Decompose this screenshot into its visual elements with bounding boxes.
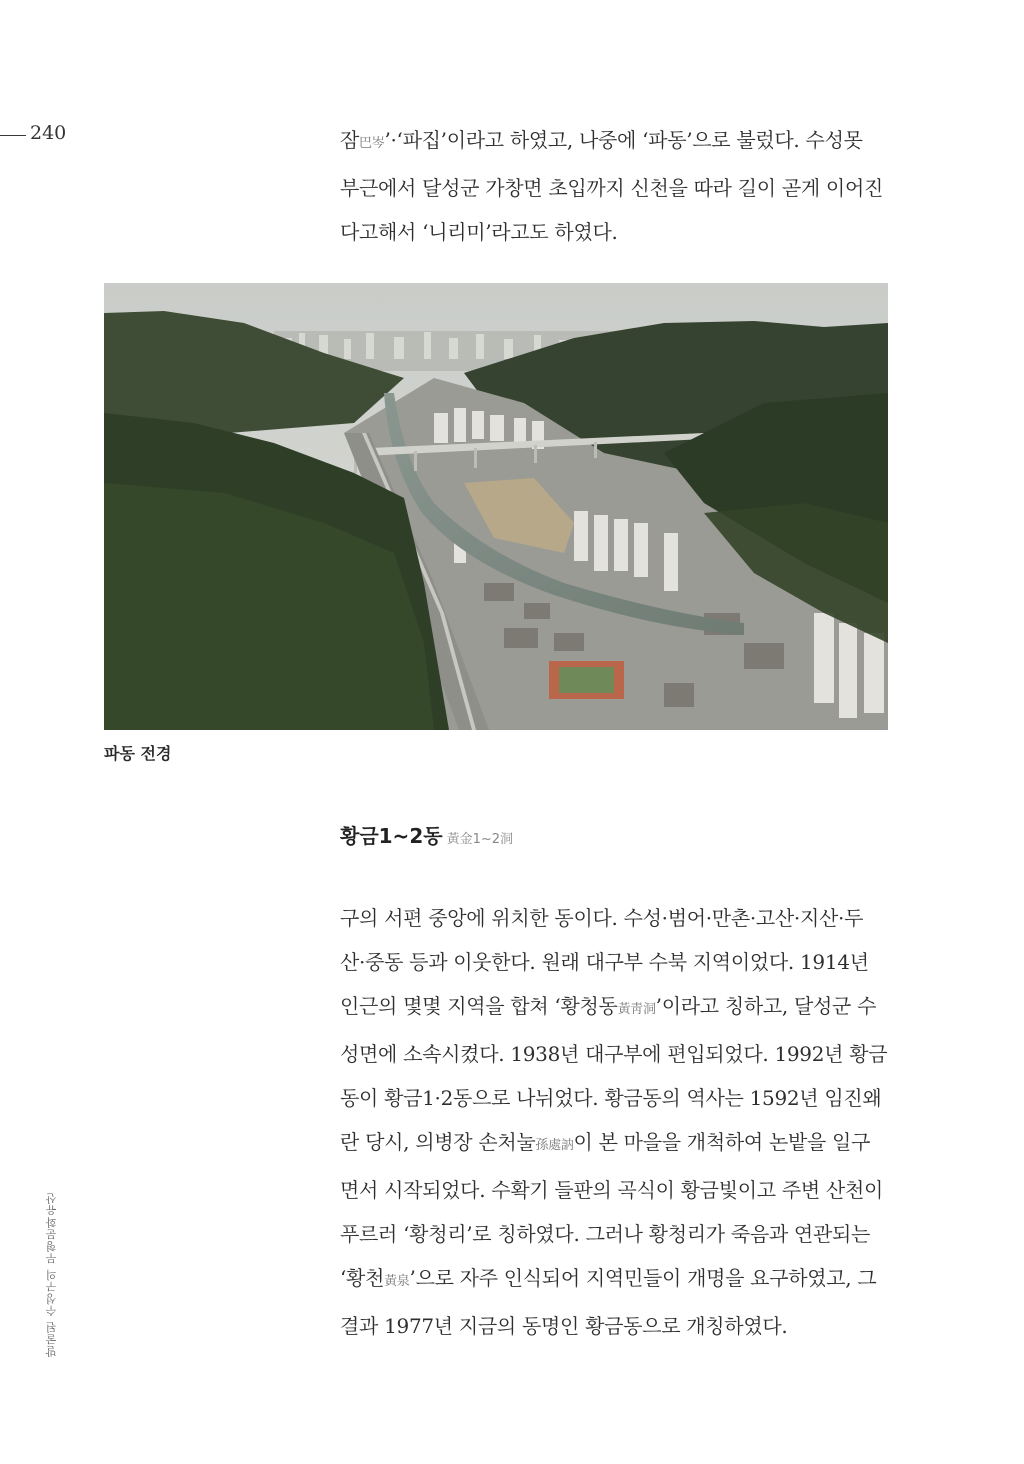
text-line: 산·중동 등과 이웃한다. 원래 대구부 수북 지역이었다. 1914년	[340, 950, 869, 974]
section-title-hanja: 黃金1~2洞	[446, 832, 513, 847]
text-line: 인근의 몇몇 지역을 합쳐 ‘황청동黃靑洞’이라고 칭하고, 달성군 수	[340, 994, 877, 1018]
text-line: 잠巴岑’·‘파집’이라고 하였고, 나중에 ‘파동’으로 불렀다. 수성못	[340, 128, 863, 152]
page-number: 240	[30, 122, 67, 144]
text-line: 성면에 소속시켰다. 1938년 대구부에 편입되었다. 1992년 황금	[340, 1042, 888, 1066]
text-line: 푸르러 ‘황청리’로 칭하였다. 그러나 황청리가 죽음과 연관되는	[340, 1222, 871, 1246]
section-title: 황금1~2동	[340, 824, 443, 848]
body-paragraph	[340, 896, 888, 1348]
text-line: 동이 황금1·2동으로 나뉘었다. 황금동의 역사는 1592년 임진왜	[340, 1086, 882, 1110]
photo-caption: 파동 전경	[104, 744, 172, 763]
text-line: 부근에서 달성군 가창면 초입까지 신천을 따라 길이 곧게 이어진	[340, 176, 883, 200]
page-number-rule	[0, 135, 26, 136]
side-running-title: 발굴된 수성구의 무형문화유산	[45, 1192, 58, 1358]
intro-paragraph	[340, 118, 888, 254]
section-heading	[340, 820, 513, 849]
landscape-photo	[104, 283, 888, 730]
text-line: ‘황천黃泉’으로 자주 인식되어 지역민들이 개명을 요구하였고, 그	[340, 1266, 877, 1290]
text-line: 구의 서편 중앙에 위치한 동이다. 수성·범어·만촌·고산·지산·두	[340, 906, 864, 930]
text-line: 결과 1977년 지금의 동명인 황금동으로 개칭하였다.	[340, 1314, 788, 1338]
text-line: 란 당시, 의병장 손처눌孫處訥이 본 마을을 개척하여 논밭을 일구	[340, 1130, 871, 1154]
text-line: 다고해서 ‘니리미’라고도 하였다.	[340, 220, 618, 244]
text-line: 면서 시작되었다. 수확기 들판의 곡식이 황금빛이고 주변 산천이	[340, 1178, 883, 1202]
